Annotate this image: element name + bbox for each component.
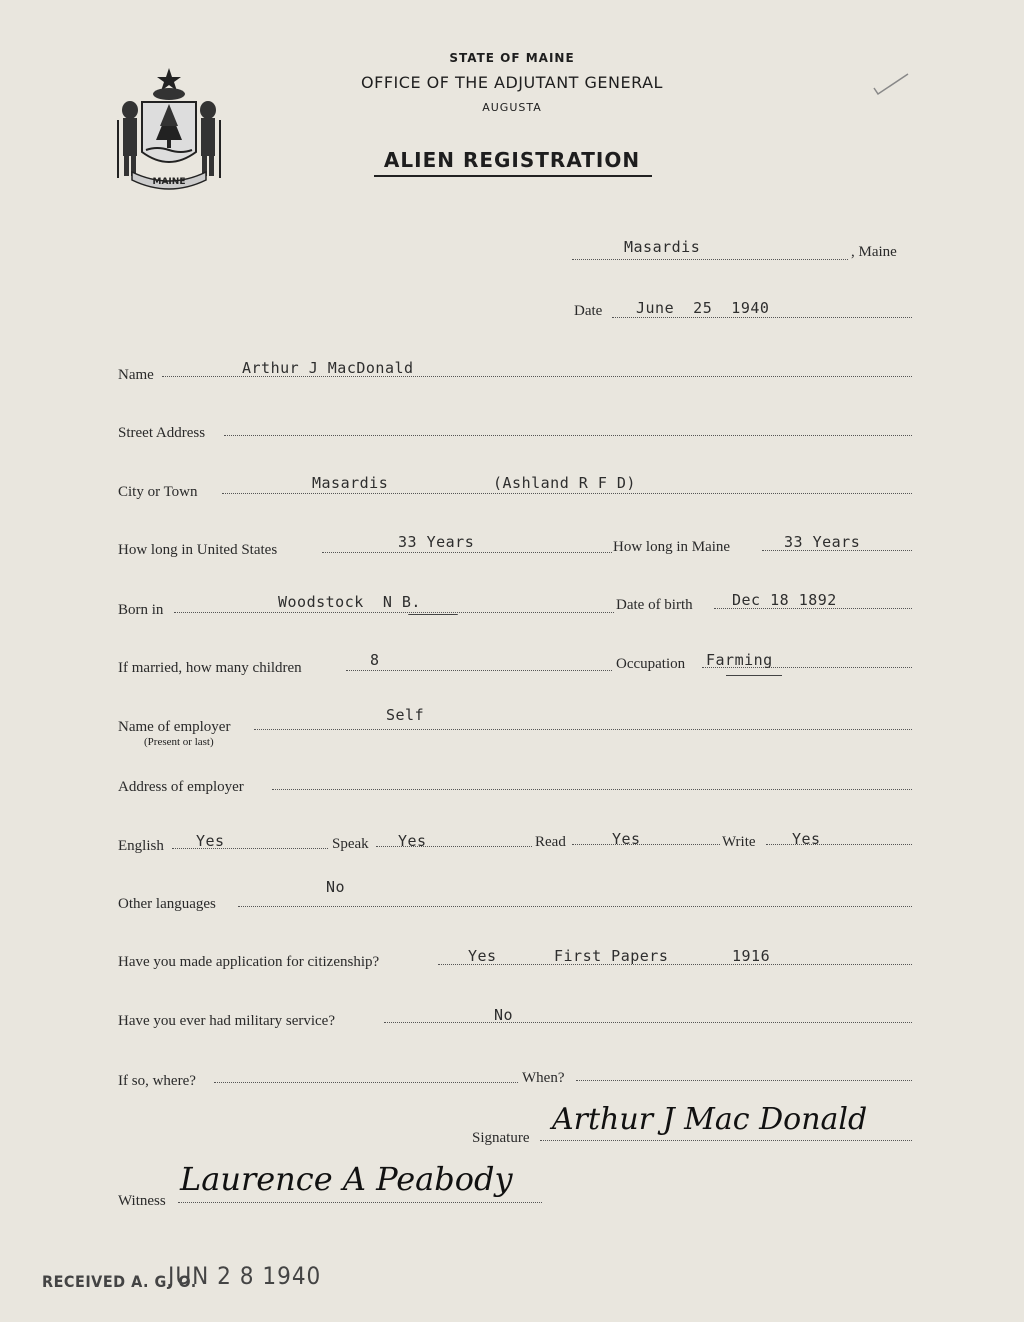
employer-address-label: Address of employer	[118, 779, 244, 795]
employer-value: Self	[386, 706, 425, 724]
signature-value: Arthur J Mac Donald	[552, 1102, 868, 1137]
born-in-label: Born in	[118, 602, 164, 618]
employer-sublabel: (Present or last)	[144, 736, 214, 748]
check-mark	[872, 70, 912, 103]
state-heading: STATE OF MAINE	[449, 51, 575, 65]
location-town: Masardis	[624, 238, 701, 256]
occupation-underline	[726, 675, 782, 676]
employer-label: Name of employer	[118, 719, 231, 735]
title-underline	[374, 175, 652, 177]
witness-signature: Laurence A Peabody	[180, 1160, 513, 1198]
born-in-value: Woodstock N B.	[278, 593, 421, 611]
children-label: If married, how many children	[118, 660, 302, 676]
received-stamp-label: RECEIVED A. G. O.	[42, 1272, 197, 1291]
read-label: Read	[535, 834, 566, 850]
received-stamp-date: JUN 2 8 1940	[168, 1262, 322, 1290]
city-value: Masardis	[312, 474, 389, 492]
how-long-maine-value: 33 Years	[784, 533, 861, 551]
read-value: Yes	[612, 830, 641, 848]
date-value: June 25 1940	[636, 299, 770, 317]
children-value: 8	[370, 651, 380, 669]
office-heading: OFFICE OF THE ADJUTANT GENERAL	[361, 73, 663, 92]
name-value: Arthur J MacDonald	[242, 359, 414, 377]
military-value: No	[494, 1006, 514, 1024]
svg-text:MAINE: MAINE	[152, 177, 186, 187]
dob-value: Dec 18 1892	[732, 591, 837, 609]
speak-label: Speak	[332, 836, 369, 852]
dob-label: Date of birth	[616, 597, 693, 613]
city-label: City or Town	[118, 484, 198, 500]
citizenship-papers: First Papers	[554, 947, 669, 965]
city-rfd: (Ashland R F D)	[493, 474, 636, 492]
citizenship-value: Yes	[468, 947, 497, 965]
signature-label: Signature	[472, 1130, 530, 1146]
occupation-value: Farming	[706, 651, 773, 669]
city-heading: AUGUSTA	[482, 101, 542, 114]
english-value: Yes	[196, 832, 225, 850]
street-address-label: Street Address	[118, 425, 206, 441]
occupation-label: Occupation	[616, 656, 686, 672]
other-languages-value: No	[326, 878, 346, 896]
location-state: , Maine	[851, 244, 897, 260]
speak-value: Yes	[398, 832, 427, 850]
how-long-maine-label: How long in Maine	[613, 539, 731, 555]
citizenship-label: Have you made application for citizenship?	[118, 954, 380, 970]
write-value: Yes	[792, 830, 821, 848]
how-long-us-value: 33 Years	[398, 533, 475, 551]
date-label: Date	[574, 303, 603, 319]
english-label: English	[118, 838, 164, 854]
other-languages-label: Other languages	[118, 896, 216, 912]
form-title: ALIEN REGISTRATION	[383, 148, 641, 172]
name-label: Name	[118, 367, 154, 383]
military-label: Have you ever had military service?	[118, 1013, 335, 1029]
when-label: When?	[522, 1070, 565, 1086]
citizenship-year: 1916	[732, 947, 771, 965]
write-label: Write	[722, 834, 756, 850]
born-in-underline	[408, 614, 458, 615]
if-so-where-label: If so, where?	[118, 1073, 196, 1089]
how-long-us-label: How long in United States	[118, 542, 278, 558]
witness-label: Witness	[118, 1193, 166, 1209]
